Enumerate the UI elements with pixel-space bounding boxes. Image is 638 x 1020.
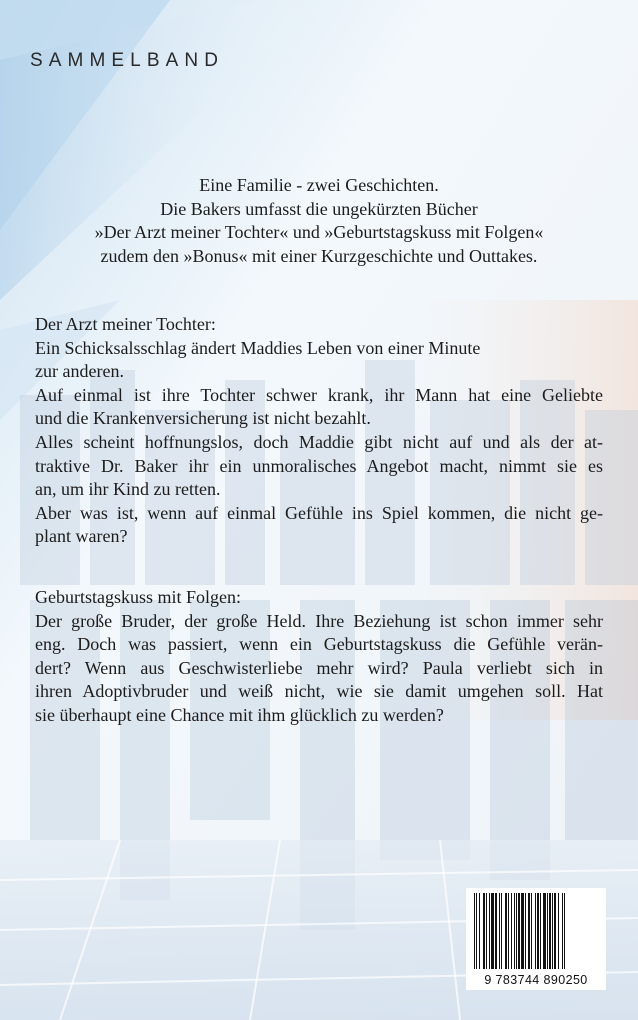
- story-1-line: zur anderen.: [35, 361, 124, 382]
- story-1-line: plant waren?: [35, 526, 128, 547]
- intro-line: »Der Arzt meiner Tochter« und »Geburtstagskuss mit Folgen«: [94, 222, 544, 242]
- story-2-line: sie überhaupt eine Chance mit ihm glücklich zu werden?: [35, 704, 444, 725]
- story-1-line: Alles scheint hoffnungslos, doch Maddie gibt nicht auf und als der at-: [35, 431, 603, 452]
- intro-blurb: [0, 174, 638, 268]
- story-2-blurb: [35, 586, 603, 728]
- isbn-barcode: [466, 888, 606, 990]
- story-1-title: Der Arzt meiner Tochter:: [35, 314, 216, 334]
- series-label: SAMMELBAND: [30, 50, 225, 71]
- story-1-blurb: [35, 313, 603, 549]
- intro-line: Die Bakers umfasst die ungekürzten Bücher: [160, 198, 478, 219]
- story-1-line: Ein Schicksalsschlag ändert Maddies Leben von einer Minute: [35, 337, 481, 358]
- story-2-line: ihren Adoptivbruder und weiß nicht, wie sie damit umgehen soll. Hat: [35, 681, 603, 702]
- story-1-line: Aber was ist, wenn auf einmal Gefühle ins Spiel kommen, die nicht ge-: [35, 502, 603, 523]
- intro-line: zudem den »Bonus« mit einer Kurzgeschichte und Outtakes.: [100, 245, 538, 266]
- story-1-line: Auf einmal ist ihre Tochter schwer krank, ihr Mann hat eine Geliebte: [35, 384, 603, 405]
- barcode-bars-icon: [474, 893, 598, 969]
- isbn-digits: 9 783744 890250: [484, 973, 588, 987]
- intro-line: Eine Familie - zwei Geschichten.: [199, 175, 439, 195]
- story-2-line: Der große Bruder, der große Held. Ihre Beziehung ist schon immer sehr: [35, 610, 603, 631]
- story-2-title: Geburtstagskuss mit Folgen:: [35, 587, 241, 607]
- story-1-line: an, um ihr Kind zu retten.: [35, 479, 221, 500]
- story-1-line: und die Krankenversicherung ist nicht bezahlt.: [35, 408, 371, 429]
- story-2-line: eng. Doch was passiert, wenn ein Geburtstagskuss die Gefühle verän-: [35, 634, 603, 655]
- story-2-line: dert? Wenn aus Geschwisterliebe mehr wird? Paula verliebt sich in: [35, 657, 603, 678]
- story-1-line: traktive Dr. Baker ihr ein unmoralisches Angebot macht, nimmt sie es: [35, 455, 603, 476]
